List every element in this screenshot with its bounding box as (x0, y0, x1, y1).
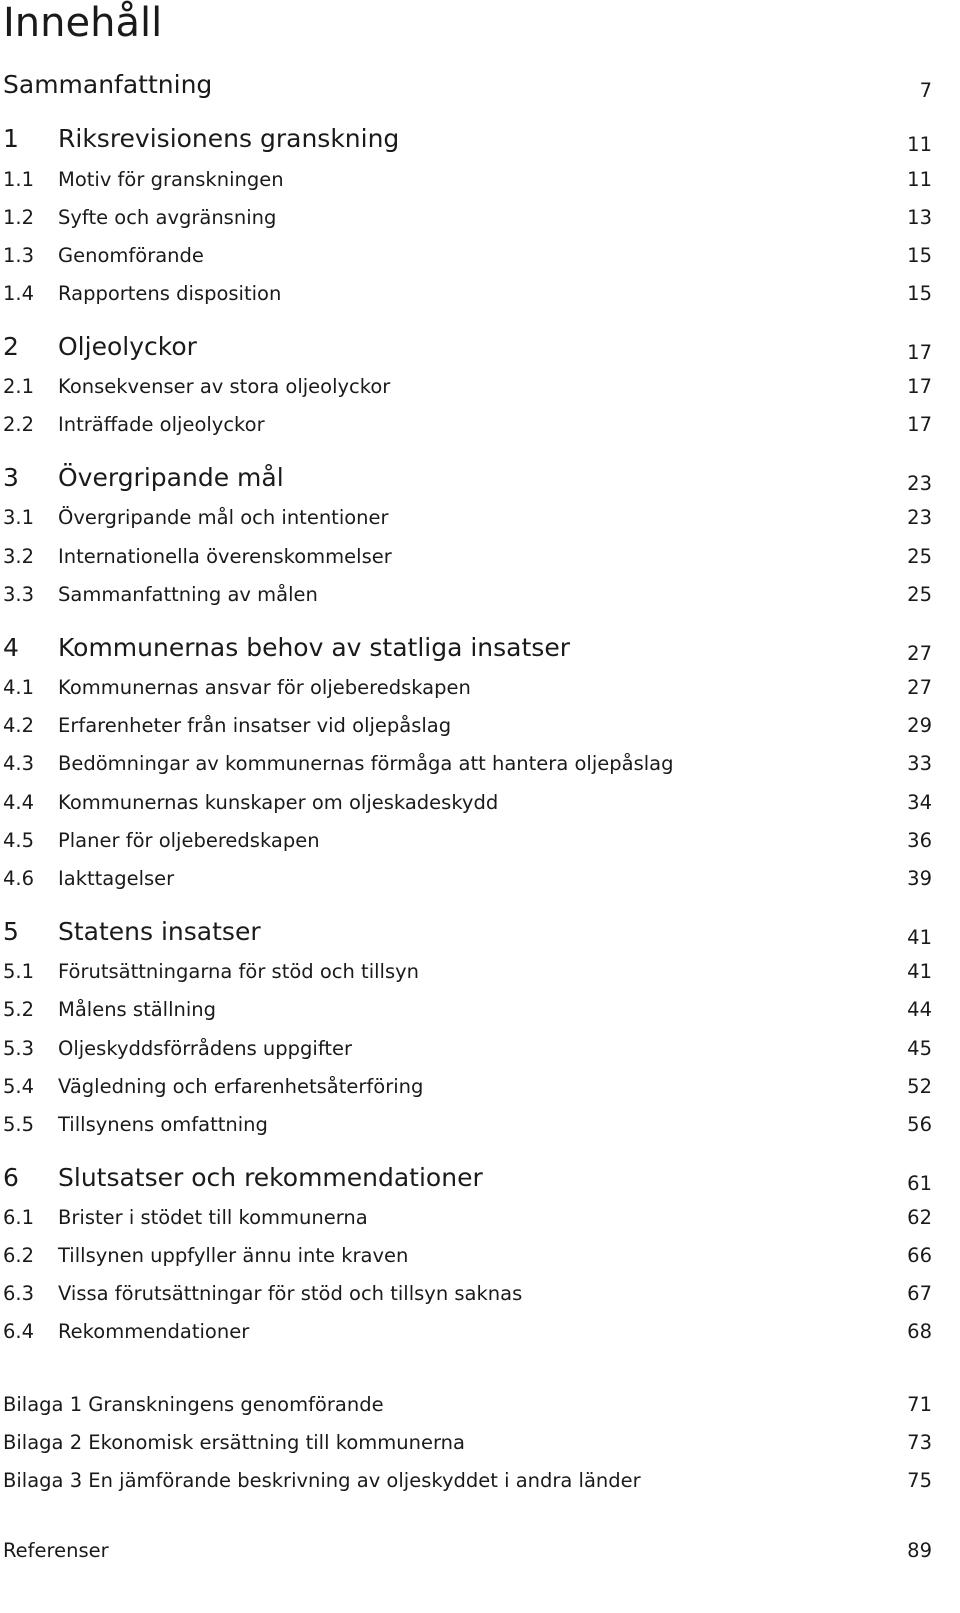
section-page-number: 41 (907, 960, 932, 983)
chapter-title: Oljeolyckor (58, 332, 197, 361)
section-number: 4.3 (3, 752, 35, 775)
section-number: 3.1 (3, 506, 35, 529)
chapter-title: Statens insatser (58, 917, 261, 946)
chapter-page-number: 41 (907, 926, 932, 949)
appendix-title: Bilaga 1 Granskningens genomförande (3, 1393, 384, 1416)
section-number: 2.1 (3, 375, 35, 398)
section-title: Genomförande (58, 244, 204, 267)
section-page-number: 36 (907, 829, 932, 852)
section-page-number: 29 (907, 714, 932, 737)
chapter-title: Övergripande mål (58, 463, 284, 492)
section-title: Målens ställning (58, 998, 217, 1021)
chapter-page-number: 27 (907, 642, 932, 665)
section-title: Syfte och avgränsning (58, 206, 277, 229)
section-title: Motiv för granskningen (58, 168, 284, 191)
section-title: Kommunernas ansvar för oljeberedskapen (58, 676, 471, 699)
section-page-number: 11 (907, 168, 932, 191)
section-number: 6.3 (3, 1282, 35, 1305)
section-page-number: 34 (907, 791, 932, 814)
section-number: 1.2 (3, 206, 35, 229)
section-number: 6.2 (3, 1244, 35, 1267)
section-title: Tillsynen uppfyller ännu inte kraven (58, 1244, 409, 1267)
chapter-page-number: 11 (907, 133, 932, 156)
section-number: 3.2 (3, 545, 35, 568)
section-number: 5.5 (3, 1113, 35, 1136)
section-number: 4.1 (3, 676, 35, 699)
section-page-number: 39 (907, 867, 932, 890)
section-page-number: 15 (907, 282, 932, 305)
section-number: 4.4 (3, 791, 35, 814)
section-page-number: 44 (907, 998, 932, 1021)
section-title: Sammanfattning av målen (58, 583, 318, 606)
section-page-number: 15 (907, 244, 932, 267)
section-number: 3.3 (3, 583, 35, 606)
section-number: 4.5 (3, 829, 35, 852)
chapter-title: Slutsatser och rekommendationer (58, 1163, 483, 1192)
summary-page-number: 7 (919, 79, 932, 102)
section-number: 4.2 (3, 714, 35, 737)
section-page-number: 17 (907, 375, 932, 398)
section-title: Bedömningar av kommunernas förmåga att hantera oljepåslag (58, 752, 674, 775)
appendix-page-number: 75 (907, 1469, 932, 1492)
chapter-number: 4 (3, 633, 19, 662)
appendix-title: Bilaga 3 En jämförande beskrivning av oljeskyddet i andra länder (3, 1469, 641, 1492)
section-title: Internationella överenskommelser (58, 545, 392, 568)
section-number: 6.1 (3, 1206, 35, 1229)
section-title: Vissa förutsättningar för stöd och tillsyn saknas (58, 1282, 523, 1305)
appendix-title: Bilaga 2 Ekonomisk ersättning till kommunerna (3, 1431, 465, 1454)
section-title: Oljeskyddsförrådens uppgifter (58, 1037, 353, 1060)
chapter-page-number: 23 (907, 472, 932, 495)
section-number: 6.4 (3, 1320, 35, 1343)
section-page-number: 45 (907, 1037, 932, 1060)
section-number: 5.1 (3, 960, 35, 983)
section-number: 4.6 (3, 867, 35, 890)
section-title: Konsekvenser av stora oljeolyckor (58, 375, 391, 398)
chapter-number: 1 (3, 124, 19, 153)
section-title: Vägledning och erfarenhetsåterföring (58, 1075, 424, 1098)
section-title: Inträffade oljeolyckor (58, 413, 265, 436)
summary-label: Sammanfattning (3, 70, 213, 99)
section-title: Tillsynens omfattning (58, 1113, 268, 1136)
section-title: Kommunernas kunskaper om oljeskadeskydd (58, 791, 499, 814)
section-page-number: 13 (907, 206, 932, 229)
appendix-page-number: 73 (907, 1431, 932, 1454)
section-title: Rekommendationer (58, 1320, 250, 1343)
section-page-number: 25 (907, 583, 932, 606)
chapter-number: 5 (3, 917, 19, 946)
section-number: 2.2 (3, 413, 35, 436)
section-number: 5.3 (3, 1037, 35, 1060)
chapter-number: 3 (3, 463, 19, 492)
section-page-number: 67 (907, 1282, 932, 1305)
section-number: 5.4 (3, 1075, 35, 1098)
section-title: Rapportens disposition (58, 282, 282, 305)
appendix-page-number: 71 (907, 1393, 932, 1416)
section-number: 1.3 (3, 244, 35, 267)
chapter-page-number: 17 (907, 341, 932, 364)
chapter-number: 2 (3, 332, 19, 361)
section-title: Brister i stödet till kommunerna (58, 1206, 368, 1229)
references-title: Referenser (3, 1539, 109, 1562)
chapter-page-number: 61 (907, 1172, 932, 1195)
section-page-number: 66 (907, 1244, 932, 1267)
section-page-number: 33 (907, 752, 932, 775)
section-title: Planer för oljeberedskapen (58, 829, 320, 852)
section-page-number: 23 (907, 506, 932, 529)
section-number: 5.2 (3, 998, 35, 1021)
section-number: 1.4 (3, 282, 35, 305)
section-page-number: 17 (907, 413, 932, 436)
section-title: Erfarenheter från insatser vid oljepåslag (58, 714, 452, 737)
references-page-number: 89 (907, 1539, 932, 1562)
section-title: Iakttagelser (58, 867, 175, 890)
section-page-number: 25 (907, 545, 932, 568)
chapter-title: Kommunernas behov av statliga insatser (58, 633, 570, 662)
section-page-number: 56 (907, 1113, 932, 1136)
page-title: Innehåll (3, 0, 163, 46)
section-page-number: 62 (907, 1206, 932, 1229)
section-page-number: 68 (907, 1320, 932, 1343)
section-page-number: 27 (907, 676, 932, 699)
chapter-title: Riksrevisionens granskning (58, 124, 400, 153)
section-number: 1.1 (3, 168, 35, 191)
section-title: Övergripande mål och intentioner (58, 506, 389, 529)
section-title: Förutsättningarna för stöd och tillsyn (58, 960, 420, 983)
chapter-number: 6 (3, 1163, 19, 1192)
section-page-number: 52 (907, 1075, 932, 1098)
